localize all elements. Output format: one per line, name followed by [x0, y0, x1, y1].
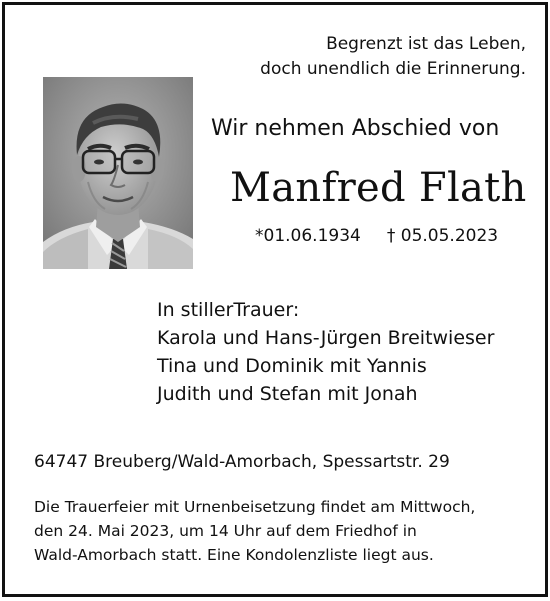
- quote-line: doch unendlich die Erinnerung.: [260, 59, 526, 79]
- service-line: Die Trauerfeier mit Urnenbeisetzung findet am Mittwoch,: [34, 498, 476, 516]
- portrait-image: [43, 77, 193, 269]
- mourner-line: Tina und Dominik mit Yannis: [157, 355, 427, 377]
- death-date: † 05.05.2023: [386, 226, 499, 246]
- life-dates: [255, 226, 498, 246]
- deceased-name: Manfred Flath: [230, 165, 527, 211]
- service-line: Wald-Amorbach statt. Eine Kondolenzliste liegt aus.: [34, 546, 434, 564]
- quote-line: Begrenzt ist das Leben,: [326, 34, 526, 54]
- mourners-heading: In stillerTrauer:: [157, 299, 300, 321]
- family-address: 64747 Breuberg/Wald-Amorbach, Spessartstr. 29: [34, 452, 450, 472]
- portrait-photo: [43, 77, 193, 269]
- mourner-line: Karola und Hans-Jürgen Breitwieser: [157, 327, 495, 349]
- memorial-quote: [260, 32, 526, 82]
- farewell-intro: Wir nehmen Abschied von: [211, 116, 500, 141]
- birth-date: *01.06.1934: [255, 226, 361, 246]
- obituary-notice: [2, 2, 548, 597]
- service-line: den 24. Mai 2023, um 14 Uhr auf dem Friedhof in: [34, 522, 417, 540]
- mourners-list: [157, 296, 494, 408]
- mourner-line: Judith und Stefan mit Jonah: [157, 383, 418, 405]
- service-info: [34, 495, 475, 567]
